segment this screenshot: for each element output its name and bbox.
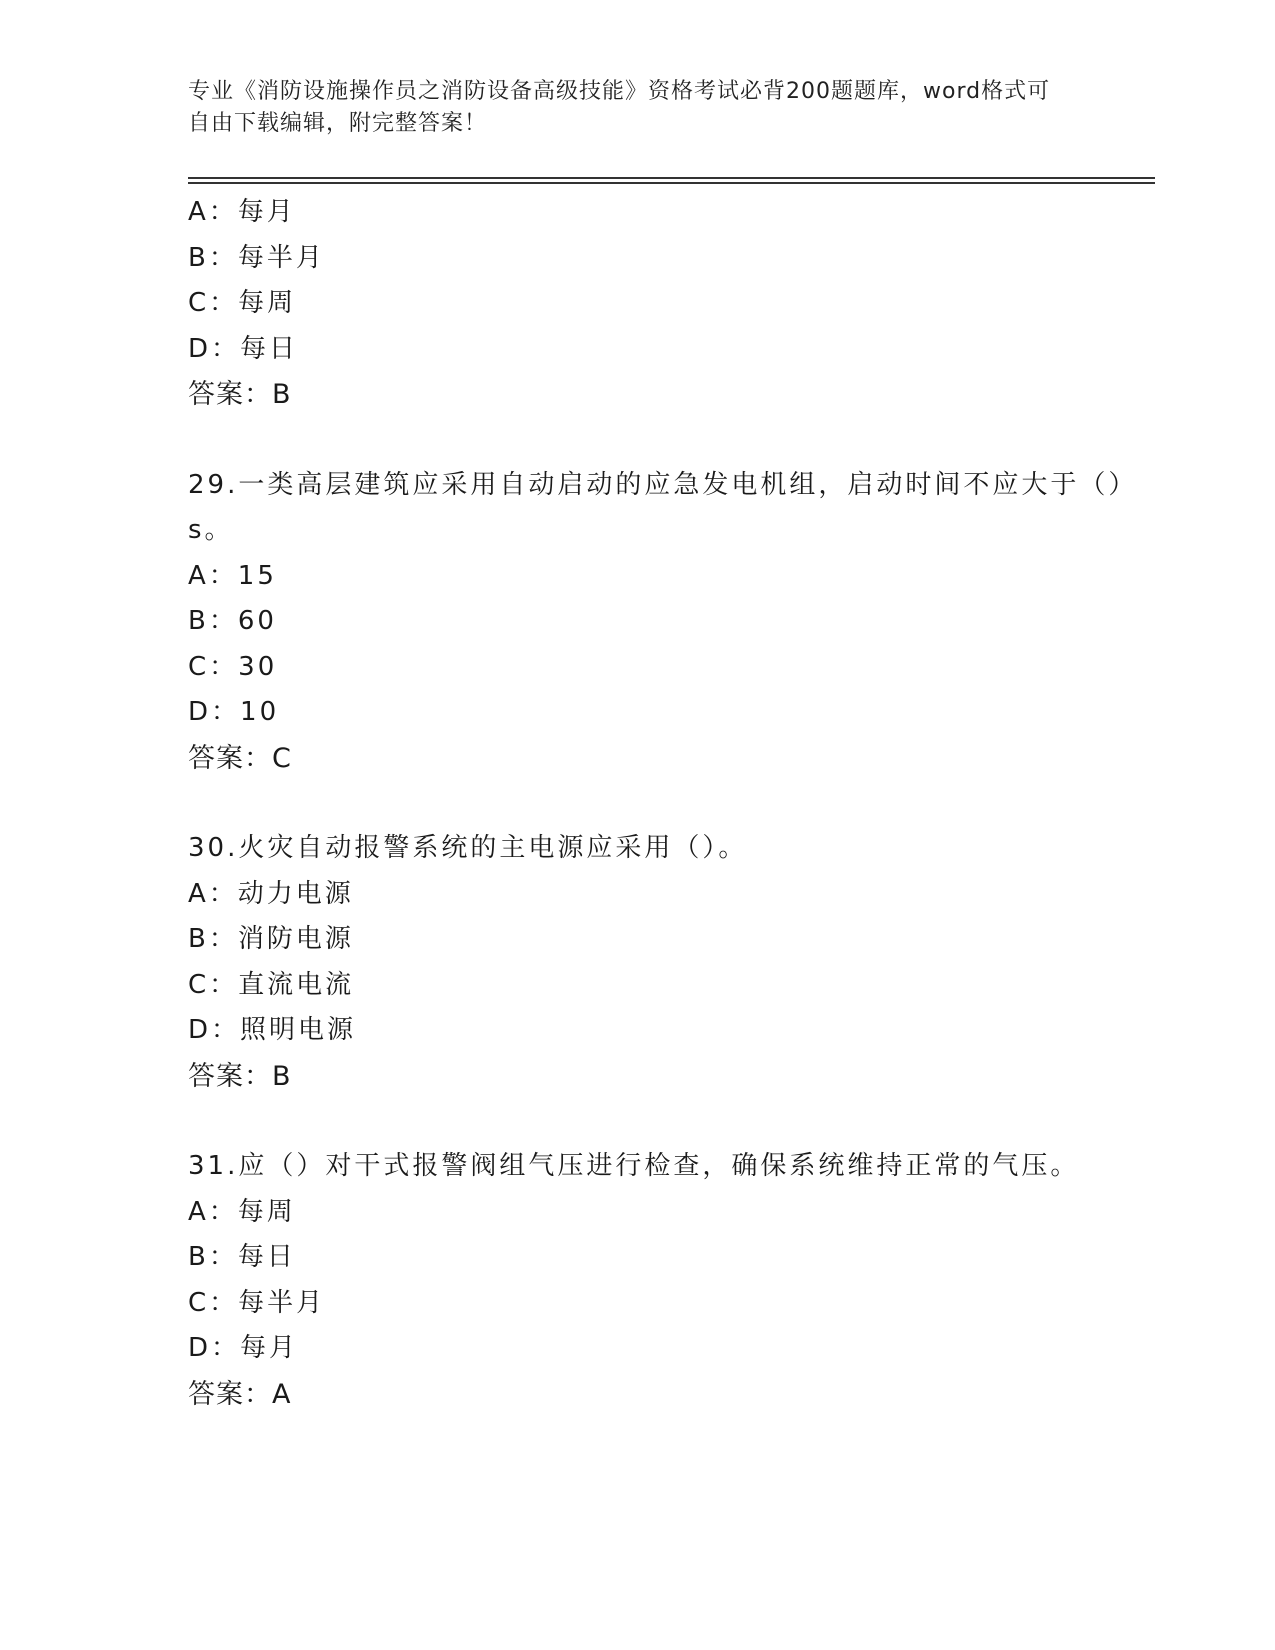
answer: 答案：C <box>188 742 292 774</box>
option-b: B：每半月 <box>188 242 325 273</box>
question-31 <box>188 1144 1155 1417</box>
header-divider-top <box>188 177 1155 179</box>
option-c: C：直流电流 <box>188 969 355 1000</box>
option-d: D：每月 <box>188 1333 299 1363</box>
option-d: D：每日 <box>188 333 299 364</box>
option-b: B：每日 <box>188 1242 296 1272</box>
question-text: 31.应（）对干式报警阀组气压进行检查，确保系统维持正常的气压。 <box>188 1151 1080 1181</box>
option-b: B：60 <box>188 606 277 636</box>
question-text: 29.一类高层建筑应采用自动启动的应急发电机组，启动时间不应大于（）s。 <box>188 469 1138 545</box>
question-28-continued <box>188 190 1155 418</box>
question-30 <box>188 826 1155 1099</box>
option-b: B：消防电源 <box>188 924 354 954</box>
answer: 答案：B <box>188 1060 292 1092</box>
option-c: C：每半月 <box>188 1287 326 1318</box>
document-header: 专业《消防设施操作员之消防设备高级技能》资格考试必背200题题库，word格式可自由下载编辑，附完整答案！ <box>188 79 1051 136</box>
question-text: 30.火灾自动报警系统的主电源应采用（）。 <box>188 833 748 863</box>
question-list <box>188 190 1155 1417</box>
answer: 答案：A <box>188 1378 292 1410</box>
option-a: A：每月 <box>188 197 296 227</box>
option-a: A：15 <box>188 560 277 591</box>
option-d: D：10 <box>188 697 280 727</box>
option-a: A：动力电源 <box>188 878 354 909</box>
option-a: A：每周 <box>188 1196 296 1227</box>
header-divider-bottom <box>188 182 1155 184</box>
question-29 <box>188 463 1155 782</box>
option-d: D：照明电源 <box>188 1015 357 1045</box>
option-c: C：每周 <box>188 288 297 318</box>
option-c: C：30 <box>188 651 278 682</box>
answer: 答案：B <box>188 379 292 410</box>
